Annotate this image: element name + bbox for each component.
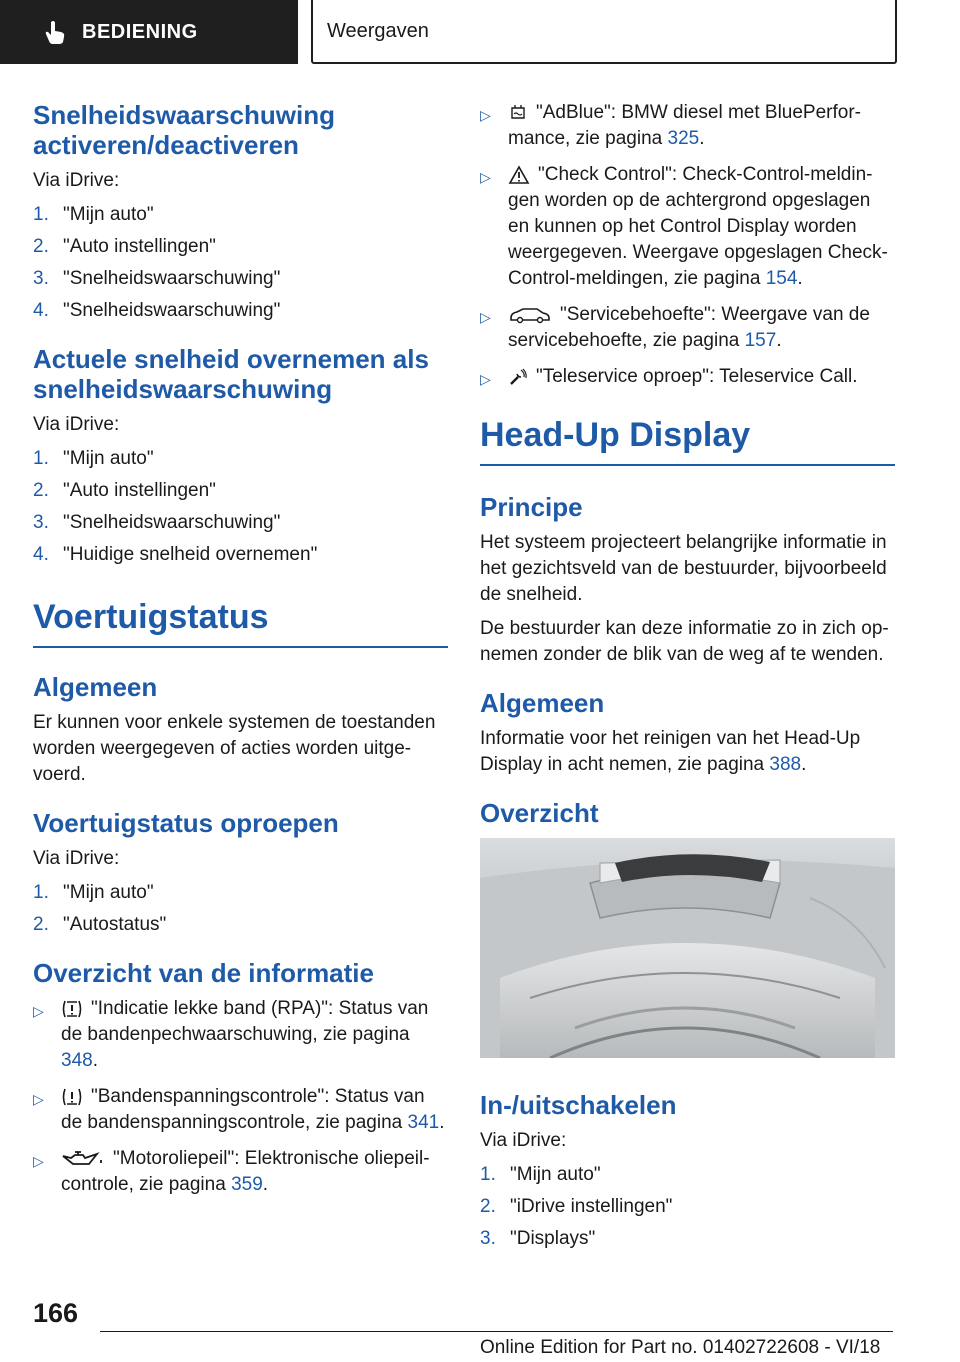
heading-call-status: Voertuigstatus oproepen [33, 808, 339, 838]
intro-text: Via iDrive: [480, 1130, 567, 1151]
list-item: 3. "Displays" [480, 1228, 596, 1249]
list-item: ▷ "Check Control": Check-Control-meldingen worden op de achtergrond opgeslagen en kunnen op het Control Display worden weergegeven. Weergave opgeslagen Check-Control-meldingen, zie pagina 154. [480, 164, 888, 289]
list-item: 3. "Snelheidswaarschuwing" [33, 268, 281, 289]
page-header [0, 0, 960, 66]
list-item: 4. "Huidige snelheid overnemen" [33, 544, 318, 565]
adblue-icon [508, 104, 528, 122]
intro-text: Via iDrive: [33, 170, 120, 191]
paragraph: De bestuurder kan deze informatie zo in zich opnemen zonder de blik van de weg af te wenden. [480, 618, 889, 665]
section-tab [0, 0, 298, 64]
page-link[interactable]: 157 [744, 330, 777, 351]
tire-warning-icon [61, 999, 83, 1019]
bullet-list [33, 996, 448, 1198]
paragraph: Het systeem projecteert belangrijke informatie in het gezichtsveld van de bestuurder, bijvoorbeeld de snelheid. [480, 532, 887, 605]
hud-photo [480, 838, 895, 1058]
bullet-list [480, 100, 895, 392]
oil-can-icon [61, 1150, 105, 1168]
list-item: 1. "Mijn auto" [33, 204, 154, 225]
heading-on-off: In-/uitschakelen [480, 1090, 677, 1120]
page-link[interactable]: 154 [765, 268, 798, 289]
numbered-list [480, 1162, 895, 1252]
section-label: BEDIENING [82, 20, 198, 43]
intro-text: Via iDrive: [33, 414, 120, 435]
page-number: 166 [33, 1298, 79, 1328]
right-column [480, 100, 895, 1258]
list-item: 4. "Snelheidswaarschuwing" [33, 300, 281, 321]
list-item: 1. "Mijn auto" [480, 1164, 601, 1185]
list-item: ▷ "AdBlue": BMW diesel met BluePerformance, zie pagina 325. [480, 102, 861, 149]
list-item: 2. "Auto instellingen" [33, 480, 216, 501]
list-item: 1. "Mijn auto" [33, 448, 154, 469]
list-item: 3. "Snelheidswaarschuwing" [33, 512, 281, 533]
intro-text: Via iDrive: [33, 848, 120, 869]
paragraph: Informatie voor het reinigen van het Head-Up Display in acht nemen, zie pagina 388. [480, 728, 861, 775]
tire-pressure-icon [61, 1087, 83, 1107]
list-item: 2. "Autostatus" [33, 914, 167, 935]
left-column [33, 100, 448, 1208]
list-item: 2. "Auto instellingen" [33, 236, 216, 257]
paragraph: Er kunnen voor enkele systemen de toestanden worden weergegeven of acties worden uitgevoerd. [33, 712, 436, 785]
wrench-signal-icon [508, 368, 528, 386]
page-link[interactable]: 325 [667, 128, 700, 149]
page-link[interactable]: 388 [769, 754, 802, 775]
heading-overview: Overzicht [480, 798, 599, 828]
chapter-label: Weergaven [327, 19, 429, 42]
hand-touch-icon [42, 19, 68, 45]
heading-principle: Principe [480, 492, 583, 522]
chapter-title-vehicle-status: Voertuigstatus [33, 596, 448, 648]
footer-divider [100, 1331, 893, 1332]
list-item: ▷ "Servicebehoefte": Weergave van de servicebehoefte, zie pagina 157. [480, 304, 870, 351]
heading-general: Algemeen [33, 672, 158, 702]
chapter-title-hud: Head-Up Display [480, 414, 895, 466]
edition-text: Online Edition for Part no. 01402722608 - VI/18 [480, 1337, 881, 1358]
page-link[interactable]: 341 [407, 1112, 440, 1133]
service-car-icon [508, 306, 552, 324]
numbered-list [33, 446, 448, 568]
heading-general: Algemeen [480, 688, 605, 718]
warning-triangle-icon [508, 165, 530, 185]
page-link[interactable]: 359 [231, 1174, 263, 1195]
list-item: ▷ "Bandenspanningscontrole": Status van de bandenspanningscontrole, zie pagina 341. [33, 1086, 445, 1133]
heading-speed-warning: Snelheidswaarschuwing activeren/deactiveren [33, 100, 335, 160]
list-item: 2. "iDrive instellingen" [480, 1196, 673, 1217]
list-item: ▷ "Indicatie lekke band (RPA)": Status van de bandenpechwaarschuwing, zie pagina 348. [33, 998, 429, 1071]
heading-current-speed: Actuele snelheid overnemen als snelheidswaarschuwing [33, 344, 429, 404]
numbered-list [33, 880, 448, 938]
list-item: ▷ "Motoroliepeil": Elektronische oliepeilcontrole, zie pagina 359. [33, 1148, 430, 1195]
heading-info-overview: Overzicht van de informatie [33, 958, 374, 988]
list-item: ▷ "Teleservice oproep": Teleservice Call. [480, 366, 858, 387]
chapter-tab [311, 0, 897, 64]
page-link[interactable]: 348 [61, 1050, 93, 1071]
numbered-list [33, 202, 448, 324]
list-item: 1. "Mijn auto" [33, 882, 154, 903]
